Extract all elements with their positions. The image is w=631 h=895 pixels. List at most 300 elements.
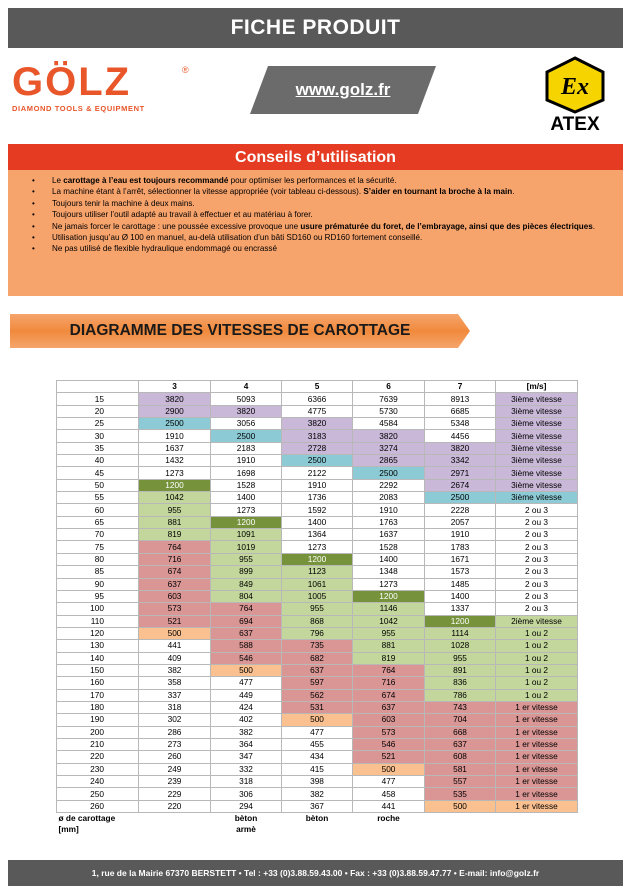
rpm-cell: 668 [425,726,496,738]
diameter-cell: 250 [57,788,139,800]
gear-cell: 2ième vitesse [496,615,578,627]
rpm-cell: 3274 [353,442,425,454]
rpm-cell: 1200 [353,590,425,602]
rpm-cell: 1432 [139,455,211,467]
gear-cell: 2 ou 3 [496,504,578,516]
rpm-cell: 786 [425,689,496,701]
gear-cell: 2 ou 3 [496,566,578,578]
table-row [57,615,578,627]
rpm-cell: 2500 [425,492,496,504]
logo-wordmark: GÖLZ [12,60,132,104]
rpm-cell: 500 [139,627,211,639]
website-link[interactable]: www.golz.fr [295,80,391,99]
diameter-cell: 25 [57,418,139,430]
rpm-cell: 1019 [211,541,282,553]
rpm-cell: 2228 [425,504,496,516]
rpm-cell: 3056 [211,418,282,430]
rpm-cell: 891 [425,664,496,676]
gear-cell: 3ième vitesse [496,430,578,442]
rpm-cell: 5093 [211,393,282,405]
diameter-cell: 160 [57,677,139,689]
rpm-cell: 3820 [353,430,425,442]
rpm-cell: 881 [353,640,425,652]
rpm-cell: 3183 [282,430,353,442]
table-header-row [57,381,578,393]
rpm-cell: 2500 [353,467,425,479]
rpm-cell: 229 [139,788,211,800]
rpm-cell: 1637 [353,529,425,541]
rpm-cell: 531 [282,701,353,713]
table-row [57,776,578,788]
table-row [57,393,578,405]
gear-cell: 2 ou 3 [496,590,578,602]
rpm-cell: 1736 [282,492,353,504]
gear-cell: 1 er vitesse [496,714,578,726]
gear-cell: 3ième vitesse [496,479,578,491]
rpm-cell: 603 [139,590,211,602]
diameter-cell: 100 [57,603,139,615]
gear-cell: 1 ou 2 [496,677,578,689]
table-row [57,418,578,430]
gear-cell: 3ième vitesse [496,393,578,405]
diameter-cell: 130 [57,640,139,652]
diameter-cell: 95 [57,590,139,602]
gear-cell: 2 ou 3 [496,516,578,528]
rpm-cell: 382 [211,726,282,738]
table-row [57,640,578,652]
gear-cell: 1 er vitesse [496,726,578,738]
atex-label: ATEX [550,114,600,135]
rpm-cell: 5348 [425,418,496,430]
rpm-cell: 2865 [353,455,425,467]
table-footer-cell: ø de carottage [58,813,116,824]
rpm-cell: 8913 [425,393,496,405]
diameter-cell: 40 [57,455,139,467]
rpm-cell: 402 [211,714,282,726]
diameter-cell: 80 [57,553,139,565]
gear-cell: 3ième vitesse [496,442,578,454]
rpm-cell: 458 [353,788,425,800]
rpm-cell: 637 [353,701,425,713]
rpm-cell: 1273 [353,578,425,590]
advice-panel [8,144,623,296]
rpm-cell: 3342 [425,455,496,467]
rpm-cell: 409 [139,652,211,664]
rpm-cell: 955 [211,553,282,565]
table-row [57,455,578,467]
advice-item: • Ne pas utilisé de flexible hydraulique endommagé ou encrassé [30,244,615,255]
rpm-cell: 1485 [425,578,496,590]
rpm-cell: 260 [139,751,211,763]
rpm-cell: 367 [282,800,353,812]
table-footer-cell: bèton [305,813,329,824]
table-footer-cell [425,813,496,825]
rpm-cell: 6366 [282,393,353,405]
diameter-cell: 50 [57,479,139,491]
rpm-cell: 2971 [425,467,496,479]
golz-logo [12,62,194,112]
rpm-cell: 581 [425,763,496,775]
diameter-cell: 90 [57,578,139,590]
rpm-cell: 573 [353,726,425,738]
rpm-cell: 819 [139,529,211,541]
rpm-cell: 500 [282,714,353,726]
rpm-cell: 899 [211,566,282,578]
atex-hexagon-icon [540,56,610,114]
rpm-cell: 1200 [282,553,353,565]
table-row [57,664,578,676]
rpm-cell: 1273 [282,541,353,553]
table-header-cell: 4 [211,381,282,393]
diameter-cell: 200 [57,726,139,738]
advice-item: • Toujours utiliser l’outil adapté au travail à effectuer et au matériau à forer. [30,210,615,221]
advice-item: • Ne jamais forcer le carottage : une poussée excessive provoque une usure prématurée du foret, de l’embrayage, ainsi que des pièces électriques. [30,222,615,233]
diameter-cell: 75 [57,541,139,553]
table-row [57,677,578,689]
rpm-cell: 286 [139,726,211,738]
gear-cell: 2 ou 3 [496,541,578,553]
rpm-cell: 1364 [282,529,353,541]
rpm-cell: 535 [425,788,496,800]
table-row [57,492,578,504]
diameter-cell: 230 [57,763,139,775]
table-footer-cell [282,824,353,836]
diameter-cell: 140 [57,652,139,664]
rpm-cell: 546 [211,652,282,664]
rpm-cell: 2183 [211,442,282,454]
table-row [57,504,578,516]
rpm-cell: 318 [139,701,211,713]
advice-item: • La machine étant à l’arrêt, sélectionner la vitesse appropriée (voir tableau ci-dessous). S’aider en tournant la broche à la main. [30,187,615,198]
table-row [57,553,578,565]
page-header [8,8,623,48]
table-row [57,529,578,541]
rpm-cell: 546 [353,738,425,750]
rpm-cell: 1200 [211,516,282,528]
gear-cell: 1 ou 2 [496,627,578,639]
rpm-cell: 608 [425,751,496,763]
rpm-cell: 347 [211,751,282,763]
diameter-cell: 260 [57,800,139,812]
rpm-cell: 249 [139,763,211,775]
gear-cell: 2 ou 3 [496,553,578,565]
rpm-cell: 306 [211,788,282,800]
rpm-cell: 1400 [211,492,282,504]
table-footer-cell [496,813,578,825]
rpm-cell: 637 [282,664,353,676]
table-footer-row [57,813,578,825]
table-footer-cell [139,824,211,836]
rpm-cell: 1061 [282,578,353,590]
rpm-cell: 1528 [353,541,425,553]
rpm-cell: 6685 [425,405,496,417]
diameter-cell: 70 [57,529,139,541]
rpm-cell: 1400 [425,590,496,602]
gear-cell: 2 ou 3 [496,578,578,590]
table-row [57,689,578,701]
rpm-cell: 1123 [282,566,353,578]
gear-cell: 1 er vitesse [496,751,578,763]
gear-cell: 3ième vitesse [496,405,578,417]
diameter-cell: 170 [57,689,139,701]
table-footer-row [57,824,578,836]
advice-item: • Le carottage à l’eau est toujours recommandé pour optimiser les performances et la sécurité. [30,176,615,187]
rpm-cell: 318 [211,776,282,788]
rpm-cell: 674 [139,566,211,578]
gear-cell: 2 ou 3 [496,529,578,541]
rpm-cell: 1910 [282,479,353,491]
rpm-cell: 836 [425,677,496,689]
table-row [57,726,578,738]
rpm-cell: 955 [282,603,353,615]
gear-cell: 1 ou 2 [496,640,578,652]
table-footer-cell [425,824,496,836]
rpm-cell: 2500 [139,418,211,430]
rpm-cell: 1910 [425,529,496,541]
table-row [57,751,578,763]
gear-cell: 2 ou 3 [496,603,578,615]
rpm-cell: 764 [353,664,425,676]
rpm-cell: 955 [139,504,211,516]
contact-footer [8,860,623,886]
table-header-cell: 7 [425,381,496,393]
gear-cell: 1 er vitesse [496,800,578,812]
diameter-cell: 120 [57,627,139,639]
gear-cell: 1 er vitesse [496,701,578,713]
gear-cell: 3ième vitesse [496,455,578,467]
rpm-cell: 1910 [211,455,282,467]
table-row [57,788,578,800]
table-footer-cell [496,824,578,836]
rpm-cell: 398 [282,776,353,788]
rpm-cell: 2500 [211,430,282,442]
rpm-cell: 804 [211,590,282,602]
rpm-cell: 449 [211,689,282,701]
rpm-cell: 1592 [282,504,353,516]
diameter-cell: 45 [57,467,139,479]
rpm-cell: 557 [425,776,496,788]
rpm-cell: 424 [211,701,282,713]
rpm-cell: 2057 [425,516,496,528]
table-row [57,714,578,726]
diameter-cell: 60 [57,504,139,516]
atex-symbol: Ex [560,74,590,100]
registered-mark: ® [182,65,189,75]
rpm-cell: 743 [425,701,496,713]
rpm-cell: 1783 [425,541,496,553]
rpm-cell: 1042 [139,492,211,504]
rpm-cell: 382 [139,664,211,676]
gear-cell: 1 er vitesse [496,788,578,800]
rpm-cell: 562 [282,689,353,701]
rpm-cell: 1200 [425,615,496,627]
rpm-cell: 3820 [282,418,353,430]
rpm-cell: 3820 [139,393,211,405]
table-row [57,516,578,528]
rpm-cell: 455 [282,738,353,750]
rpm-cell: 358 [139,677,211,689]
rpm-cell: 694 [211,615,282,627]
rpm-cell: 881 [139,516,211,528]
table-footer-cell [139,813,211,825]
rpm-cell: 220 [139,800,211,812]
rpm-cell: 1910 [139,430,211,442]
rpm-cell: 441 [139,640,211,652]
advice-list [30,176,615,256]
rpm-cell: 1528 [211,479,282,491]
table-footer-cell: roche [377,813,400,824]
rpm-cell: 4584 [353,418,425,430]
rpm-cell: 955 [425,652,496,664]
logo-subtitle: DIAMOND TOOLS & EQUIPMENT [12,104,145,113]
rpm-cell: 3820 [211,405,282,417]
diameter-cell: 220 [57,751,139,763]
diagram-banner [10,314,470,348]
rpm-cell: 955 [353,627,425,639]
rpm-cell: 637 [211,627,282,639]
rpm-cell: 3820 [425,442,496,454]
diameter-cell: 35 [57,442,139,454]
gear-cell: 3ième vitesse [496,467,578,479]
website-banner[interactable] [250,66,436,114]
rpm-cell: 1348 [353,566,425,578]
rpm-cell: 239 [139,776,211,788]
table-header-cell: 3 [139,381,211,393]
rpm-cell: 434 [282,751,353,763]
gear-cell: 1 ou 2 [496,664,578,676]
table-row [57,405,578,417]
rpm-cell: 1146 [353,603,425,615]
table-footer-cell: armè [236,824,256,835]
rpm-cell: 764 [139,541,211,553]
rpm-cell: 1573 [425,566,496,578]
rpm-cell: 1910 [353,504,425,516]
gear-cell: 1 er vitesse [496,776,578,788]
rpm-cell: 1042 [353,615,425,627]
table-row [57,578,578,590]
rpm-cell: 704 [425,714,496,726]
rpm-cell: 1005 [282,590,353,602]
rpm-cell: 1028 [425,640,496,652]
rpm-cell: 588 [211,640,282,652]
table-row [57,541,578,553]
diameter-cell: 15 [57,393,139,405]
rpm-cell: 1400 [282,516,353,528]
rpm-cell: 441 [353,800,425,812]
rpm-cell: 382 [282,788,353,800]
rpm-cell: 682 [282,652,353,664]
rpm-cell: 5730 [353,405,425,417]
table-footer-cell: [mm] [58,824,79,835]
rpm-cell: 796 [282,627,353,639]
rpm-cell: 500 [425,800,496,812]
rpm-cell: 716 [139,553,211,565]
table-header-cell: [m/s] [496,381,578,393]
diameter-cell: 55 [57,492,139,504]
rpm-cell: 573 [139,603,211,615]
rpm-cell: 2674 [425,479,496,491]
contact-text: 1, rue de la Mairie 67370 BERSTETT • Tel : +33 (0)3.88.59.43.00 • Fax : +33 (0)3.88.59.47.77 • E-mail: info@golz.fr [91,868,540,878]
diagram-title: DIAGRAMME DES VITESSES DE CAROTTAGE [69,322,411,339]
advice-item: • Toujours tenir la machine à deux mains. [30,199,615,210]
rpm-cell: 2083 [353,492,425,504]
rpm-cell: 597 [282,677,353,689]
table-row [57,627,578,639]
rpm-cell: 1273 [139,467,211,479]
diameter-cell: 65 [57,516,139,528]
advice-title: Conseils d’utilisation [8,144,623,170]
rpm-cell: 302 [139,714,211,726]
table-header-cell: 5 [282,381,353,393]
rpm-cell: 1337 [425,603,496,615]
gear-cell: 3ième vitesse [496,418,578,430]
table-row [57,479,578,491]
rpm-cell: 4456 [425,430,496,442]
diameter-cell: 190 [57,714,139,726]
rpm-cell: 294 [211,800,282,812]
rpm-cell: 764 [211,603,282,615]
table-header-cell [57,381,139,393]
rpm-cell: 2122 [282,467,353,479]
gear-cell: 1 ou 2 [496,652,578,664]
diameter-cell: 30 [57,430,139,442]
table-row [57,442,578,454]
rpm-cell: 716 [353,677,425,689]
table-row [57,467,578,479]
rpm-cell: 2900 [139,405,211,417]
rpm-cell: 500 [353,763,425,775]
rpm-cell: 868 [282,615,353,627]
gear-cell: 1 er vitesse [496,763,578,775]
speed-table [56,380,578,836]
diameter-cell: 85 [57,566,139,578]
rpm-cell: 1400 [353,553,425,565]
rpm-cell: 477 [282,726,353,738]
rpm-cell: 1114 [425,627,496,639]
rpm-cell: 7639 [353,393,425,405]
rpm-cell: 477 [211,677,282,689]
rpm-cell: 1091 [211,529,282,541]
table-header-cell: 6 [353,381,425,393]
rpm-cell: 674 [353,689,425,701]
table-row [57,590,578,602]
advice-item: • Utilisation jusqu’au Ø 100 en manuel, au-delà utilisation d’un bâti SD160 ou RD160 fortement conseillé. [30,233,615,244]
rpm-cell: 849 [211,578,282,590]
rpm-cell: 637 [139,578,211,590]
rpm-cell: 1273 [211,504,282,516]
diameter-cell: 150 [57,664,139,676]
rpm-cell: 1763 [353,516,425,528]
rpm-cell: 2728 [282,442,353,454]
rpm-cell: 521 [139,615,211,627]
table-row [57,652,578,664]
rpm-cell: 1200 [139,479,211,491]
rpm-cell: 332 [211,763,282,775]
table-row [57,566,578,578]
rpm-cell: 477 [353,776,425,788]
rpm-cell: 273 [139,738,211,750]
rpm-cell: 1698 [211,467,282,479]
rpm-cell: 1637 [139,442,211,454]
table-footer-cell: bèton [234,813,258,824]
page-title: FICHE PRODUIT [230,16,401,39]
rpm-cell: 364 [211,738,282,750]
diameter-cell: 180 [57,701,139,713]
table-row [57,430,578,442]
table-row [57,800,578,812]
atex-badge [540,56,610,136]
rpm-cell: 337 [139,689,211,701]
